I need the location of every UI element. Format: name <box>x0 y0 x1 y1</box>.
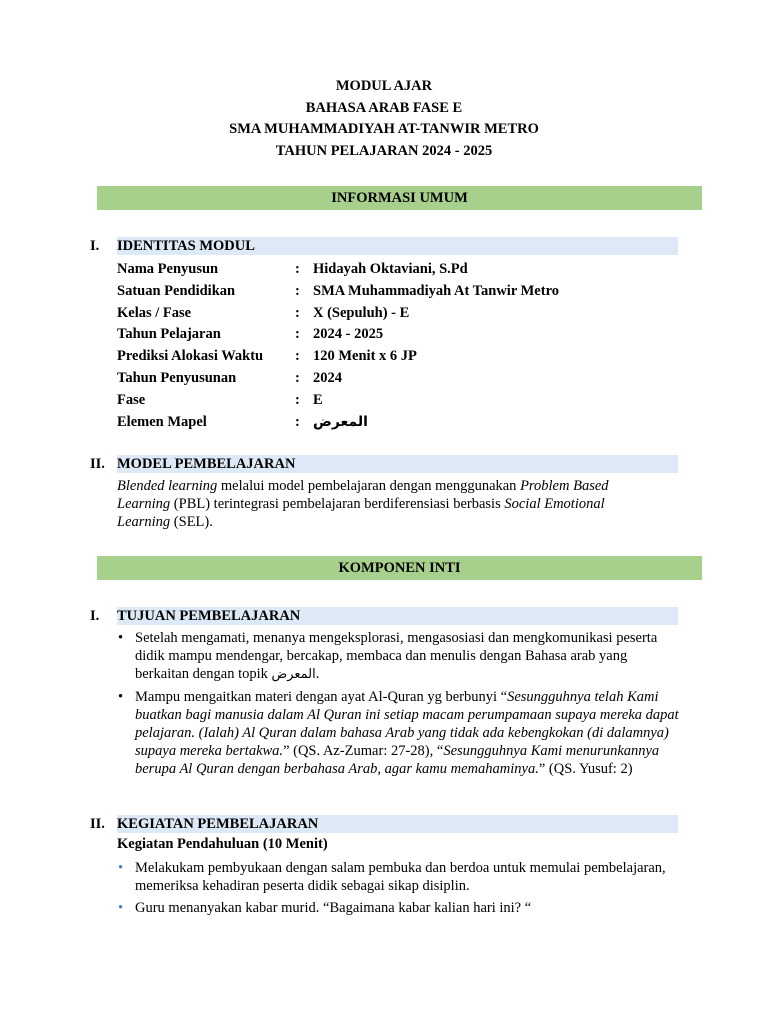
identity-key: Elemen Mapel <box>117 413 207 430</box>
model-paragraph <box>117 477 637 531</box>
quote-text: Sesungguhnya telah Kami buatkan bagi manusia dalam Al Quran ini setiap macam perumpamaan supaya mereka dapat pelajaran. (Ialah) Al Quran dalam bahasa Arab yang tidak ada kebengkokan (di dalamnya) supaya mereka bertakwa. <box>135 689 679 759</box>
colon: : <box>295 282 300 299</box>
bullet-icon: • <box>118 630 124 646</box>
title-line-1: MODUL AJAR <box>335 78 433 94</box>
identity-value: SMA Muhammadiyah At Tanwir Metro <box>313 282 559 299</box>
italic-text: Blended learning <box>117 478 218 494</box>
item-text: ” (QS. Az-Zumar: 27-28), “ <box>283 743 444 759</box>
paragraph-text: melalui model pembelajaran dengan menggunakan <box>217 478 521 494</box>
kegiatan-heading <box>90 815 678 833</box>
paragraph-text: (SEL). <box>170 514 213 530</box>
bullet-icon: • <box>118 860 124 876</box>
identity-key: Fase <box>117 391 146 408</box>
title-line-3: SMA MUHAMMADIYAH AT-TANWIR METRO <box>229 121 539 137</box>
identity-key: Tahun Pelajaran <box>117 326 221 343</box>
identity-row <box>117 368 677 390</box>
bullet-icon: • <box>118 689 124 705</box>
title-line-4: TAHUN PELAJARAN 2024 - 2025 <box>275 142 493 159</box>
item-text: ” (QS. Yusuf: 2) <box>538 761 633 777</box>
colon: : <box>295 261 300 277</box>
colon: : <box>295 326 300 343</box>
section-number: I. <box>90 238 100 254</box>
identity-value-arabic: المعرض <box>313 413 368 430</box>
section-title: MODEL PEMBELAJARAN <box>117 456 296 472</box>
identitas-heading <box>90 237 678 255</box>
section-title: TUJUAN PEMBELAJARAN <box>117 608 301 624</box>
list-item <box>117 899 682 917</box>
identity-key: Satuan Pendidikan <box>117 282 236 299</box>
identity-table <box>117 259 677 433</box>
section-title: IDENTITAS MODUL <box>117 238 255 254</box>
tujuan-list <box>117 629 682 782</box>
italic-text: Problem Based Learning <box>117 478 609 512</box>
list-item <box>117 629 682 684</box>
document-title <box>0 76 768 162</box>
title-line-2: BAHASA ARAB FASE E <box>305 99 463 116</box>
identity-value: X (Sepuluh) - E <box>313 304 410 321</box>
identity-value: 2024 <box>313 369 342 386</box>
identity-key: Nama Penyusun <box>117 261 219 277</box>
section-number: II. <box>90 816 105 832</box>
identity-row <box>117 390 677 412</box>
item-text: . <box>315 666 320 682</box>
informasi-umum-banner: INFORMASI UMUM <box>97 186 702 210</box>
identity-value: E <box>313 391 323 408</box>
list-item <box>117 688 682 778</box>
colon: : <box>295 413 300 430</box>
colon: : <box>295 369 300 386</box>
item-text: Guru menanyakan kabar murid. “Bagaimana kabar kalian hari ini? “ <box>135 900 532 916</box>
identity-row <box>117 324 677 346</box>
identity-key: Prediksi Alokasi Waktu <box>117 348 264 365</box>
kegiatan-list <box>117 859 682 921</box>
identity-value: 120 Menit x 6 JP <box>313 348 417 365</box>
identity-row <box>117 303 677 325</box>
identity-row <box>117 412 677 434</box>
colon: : <box>295 304 300 321</box>
section-number: I. <box>90 608 100 624</box>
quote-text: Sesungguhnya Kami menurunkannya berupa Al Quran dengan berbahasa Arab, agar kamu memahaminya. <box>135 743 660 777</box>
item-text: Melakukam pembyukaan dengan salam pembuka dan berdoa untuk memulai pembelajaran, memeriksa kehadiran peserta didik sebagai sikap disiplin. <box>135 860 666 894</box>
identity-row <box>117 259 677 281</box>
colon: : <box>295 348 300 365</box>
item-text: Mampu mengaitkan materi dengan ayat Al-Quran yg berbunyi “ <box>135 689 508 705</box>
identity-value: Hidayah Oktaviani, S.Pd <box>313 261 468 277</box>
bullet-icon: • <box>118 900 124 916</box>
identity-key: Tahun Penyusunan <box>117 369 237 386</box>
identity-value: 2024 - 2025 <box>313 326 384 343</box>
identity-row <box>117 346 677 368</box>
komponen-inti-banner: KOMPONEN INTI <box>97 556 702 580</box>
arabic-topic: المعرض <box>271 667 316 682</box>
italic-text: Social Emotional Learning <box>117 496 605 530</box>
colon: : <box>295 391 300 408</box>
list-item <box>117 859 682 895</box>
kegiatan-subheading: Kegiatan Pendahuluan (10 Menit) <box>117 836 328 852</box>
section-number: II. <box>90 456 105 472</box>
identity-key: Kelas / Fase <box>117 304 192 321</box>
paragraph-text: (PBL) terintegrasi pembelajaran berdiferensiasi berbasis <box>170 496 505 512</box>
model-heading <box>90 455 678 473</box>
section-title: KEGIATAN PEMBELAJARAN <box>117 816 319 832</box>
identity-row <box>117 281 677 303</box>
item-text: Setelah mengamati, menanya mengeksplorasi, mengasosiasi dan mengkomunikasi peserta didik mampu mendengar, bercakap, membaca dan menulis dengan Bahasa arab yang berkaitan dengan topik <box>135 630 658 682</box>
tujuan-heading <box>90 607 678 625</box>
